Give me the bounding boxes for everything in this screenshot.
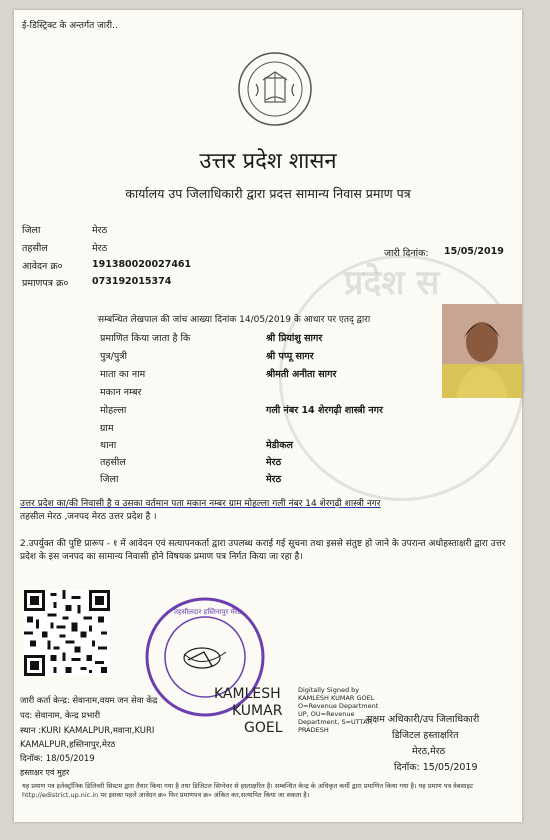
detail-label-certified: प्रमाणित किया जाता है कि: [100, 333, 191, 344]
officer-sign-type: डिजिटल हस्ताक्षरित: [392, 730, 459, 741]
detail-label-house: मकान नम्बर: [100, 387, 142, 398]
field-value-district: मेरठ: [92, 225, 108, 236]
intro-line: सम्बन्धित लेखपाल की जांच आख्या दिनांक 14/05/2019 के आधार पर एतद् द्वारा: [98, 315, 371, 325]
seal-text: तहसीलदार हस्तिनापुर मेरठ: [174, 608, 242, 616]
issue-date-label: जारी दिनांक:: [384, 248, 429, 259]
page-title: उत्तर प्रदेश शासन: [199, 149, 337, 174]
issuer-center: जारी कर्ता केन्द्र: सेवानाम,वयम जन सेवा केंद्र: [20, 696, 158, 706]
issuer-place-1: स्थान :KURI KAMALPUR,मवाना,KURI: [20, 726, 155, 736]
issuer-date: दिनॉक: 18/05/2019: [20, 754, 95, 764]
officer-date: दिनॉक: 15/05/2019: [394, 762, 478, 773]
officer-place: मेरठ,मेरठ: [412, 746, 446, 757]
issue-date-value: 15/05/2019: [444, 246, 504, 257]
field-value-tehsil: मेरठ: [92, 243, 108, 254]
page-subtitle: कार्यालय उप जिलाधिकारी द्वारा प्रदत्त सामान्य निवास प्रमाण पत्र: [125, 186, 411, 201]
issuer-place-2: KAMALPUR,हस्तिनापुर,मेरठ: [20, 740, 116, 750]
detail-value-name: श्री प्रियांशु सागर: [266, 333, 323, 344]
detail-label-village: ग्राम: [100, 423, 114, 434]
resident-line-1: उत्तर प्रदेश का/की निवासी है व उसका वर्तमान पता मकान नम्बर ग्राम मोहल्ला गली नंबर 14 शेरगढ़ी शास्त्री नगर: [20, 499, 381, 509]
detail-value-mother: श्रीमती अनीता सागर: [266, 369, 337, 380]
confirmation-paragraph: 2.उपर्युक्त की पुष्टि प्रारूप - १ में आवेदन एवं सत्यापनकर्ता द्वारा उपलब्ध कराई गई सूचना तथा इससे संतुष्ट हो जाने के उपरान्त अधोहस्ताक्षरी द्वारा उत्तर प्रदेश के इस जनपद का सामान्य निवासी होने विषयक प्रमाण पत्र निर्गत किया जा रहा है।: [20, 539, 506, 562]
detail-label-parent: पुत्र/पुत्री: [100, 351, 127, 362]
detail-label-police-station: थाना: [100, 440, 117, 451]
field-value-certificate-no: 073192015374: [92, 276, 172, 287]
footer-note: यह प्रमाण पत्र इलेक्ट्रॉनिक डिलिवरी सिस्टम द्वारा तैयार किया गया है तथा डिजिटल सिग्नेचर से हस्ताक्षरित है। सम्बन्धित केन्द्र के अधिकृत कर्मी द्वारा प्रमाणित किया गया है। यह प्रमाण पत्र वेबसाइट http://edistrict.up.nic.in पर इसका पहले आवेदन क्र० फिर प्रमाणपत्र क्र० अंकित कर,सत्यापित किया जा सकता है।: [22, 782, 474, 799]
qr-code: [24, 590, 110, 676]
applicant-photo: [442, 304, 522, 398]
detail-label-mother: माता का नाम: [100, 369, 146, 380]
digital-signer-name-1: KAMLESH: [214, 686, 281, 702]
detail-label-locality: मोहल्ला: [100, 405, 127, 416]
digital-signer-name-2: KUMAR: [232, 703, 283, 719]
resident-line-2: तहसील मेरठ ,जनपद मेरठ उत्तर प्रदेश है ।: [20, 512, 157, 522]
detail-label-district: जिला: [100, 474, 119, 485]
header-note: ई-डिस्ट्रिक्ट के अन्तर्गत जारी..: [22, 21, 118, 31]
watermark-text: प्रदेश स: [344, 263, 440, 303]
detail-label-tehsil: तहसील: [100, 457, 126, 468]
field-label-application-no: आवेदन क्र०: [22, 261, 63, 272]
detail-value-tehsil: मेरठ: [266, 457, 282, 468]
digital-signer-name-3: GOEL: [244, 720, 283, 736]
up-emblem-icon: [236, 50, 314, 128]
officer-title: सक्षम अधिकारी/उप जिलाधिकारी: [366, 714, 480, 725]
detail-value-district: मेरठ: [266, 474, 282, 485]
certificate-page: [14, 10, 522, 822]
resident-paragraph: [20, 498, 516, 524]
detail-value-father: श्री पप्पू सागर: [266, 351, 314, 362]
detail-value-police-station: मेडीकल: [266, 440, 293, 451]
field-label-certificate-no: प्रमाणपत्र क्र०: [22, 278, 69, 289]
issuer-post: पद: सेवानाम, केन्द्र प्रभारी: [20, 711, 101, 721]
field-label-tehsil: तहसील: [22, 243, 48, 254]
digital-signer-details: Digitally Signed by KAMLESH KUMAR GOEL O=Revenue Department UP, OU=Revenue Department, S=UTTAR PRADESH: [298, 686, 379, 734]
field-label-district: जिला: [22, 225, 41, 236]
issuer-sign-label: हस्ताक्षर एवं मुहर: [20, 768, 70, 777]
field-value-application-no: 191380020027461: [92, 259, 192, 270]
detail-value-locality: गली नंबर 14 शेरगढ़ी शास्त्री नगर: [266, 405, 383, 416]
